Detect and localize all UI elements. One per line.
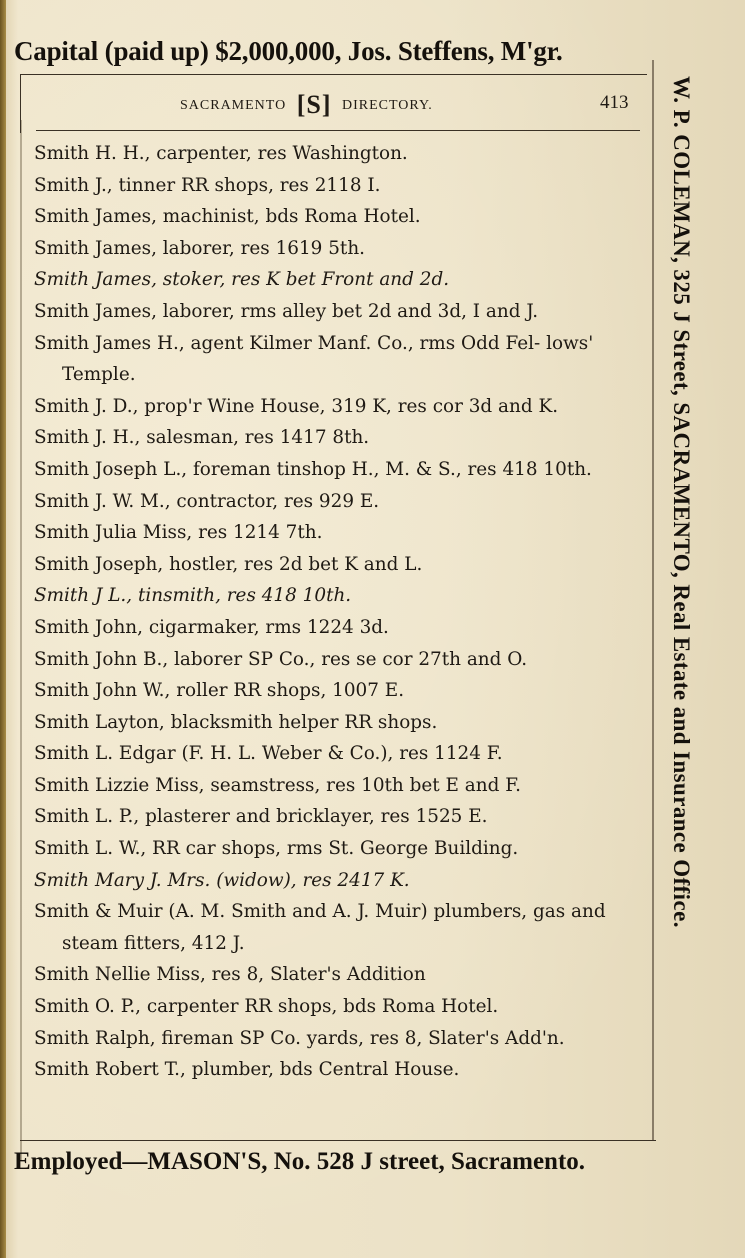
page-number: 413 — [600, 92, 629, 113]
running-head-letter: [S] — [296, 90, 332, 119]
running-head — [180, 90, 433, 120]
directory-entry: Smith J. W. M., contractor, res 929 E. — [34, 490, 380, 512]
bottom-advertisement-banner: Employed—MASON'S, No. 528 J street, Sacramento. — [14, 1148, 586, 1175]
directory-entry: Smith J. D., prop'r Wine House, 319 K, res cor 3d and K. — [34, 395, 559, 417]
directory-entry: Smith James, machinist, bds Roma Hotel. — [34, 206, 421, 228]
directory-entry: Smith J. H., salesman, res 1417 8th. — [34, 427, 370, 449]
directory-entry: Smith Joseph L., foreman tinshop H., M. & S., res 418 10th. — [34, 458, 592, 480]
header-rule — [36, 130, 640, 131]
directory-entry: Smith Lizzie Miss, seamstress, res 10th bet E and F. — [34, 774, 521, 796]
directory-entry: Smith John, cigarmaker, rms 1224 3d. — [34, 616, 389, 638]
page-edge — [0, 0, 6, 1258]
top-advertisement-banner: Capital (paid up) $2,000,000, Jos. Steffens, M'gr. — [14, 36, 563, 66]
directory-entry: Smith James, laborer, res 1619 5th. — [34, 237, 366, 259]
directory-entry: Smith Mary J. Mrs. (widow), res 2417 K. — [34, 869, 410, 891]
right-rule — [652, 60, 654, 1140]
directory-entry: Smith L. Edgar (F. H. L. Weber & Co.), res 1124 F. — [34, 743, 503, 765]
side-advertisement-banner: W. P. COLEMAN, 325 J Street, SACRAMENTO, Real Estate and Insurance Office. — [669, 76, 694, 928]
directory-entry: Smith Robert T., plumber, bds Central House. — [34, 1059, 460, 1081]
directory-entry: Smith James, laborer, rms alley bet 2d and 3d, I and J. — [34, 300, 539, 322]
directory-entry: Smith John W., roller RR shops, 1007 E. — [34, 680, 405, 702]
directory-entry: Smith John B., laborer SP Co., res se cor 27th and O. — [34, 648, 528, 670]
directory-entry: Smith Julia Miss, res 1214 7th. — [34, 522, 323, 544]
directory-entry: Smith L. W., RR car shops, rms St. George Building. — [34, 838, 519, 860]
directory-entry: Smith J., tinner RR shops, res 2118 I. — [34, 174, 381, 196]
directory-entry: Smith & Muir (A. M. Smith and A. J. Muir) plumbers, gas and steam fitters, 412 J. — [34, 901, 606, 954]
directory-entry: Smith J L., tinsmith, res 418 10th. — [34, 585, 352, 607]
directory-entry: Smith Layton, blacksmith helper RR shops. — [34, 711, 438, 733]
directory-entry: Smith L. P., plasterer and bricklayer, res 1525 E. — [34, 806, 488, 828]
directory-entry: Smith H. H., carpenter, res Washington. — [34, 143, 408, 164]
directory-entry: Smith Nellie Miss, res 8, Slater's Addition — [34, 964, 426, 986]
directory-entries — [34, 138, 646, 1086]
binding-line — [20, 120, 22, 1160]
directory-entry: Smith O. P., carpenter RR shops, bds Roma Hotel. — [34, 996, 499, 1018]
running-head-label: DIRECTORY. — [341, 98, 433, 113]
directory-entry: Smith Ralph, fireman SP Co. yards, res 8, Slater's Add'n. — [34, 1027, 565, 1049]
bottom-rule — [20, 1140, 656, 1141]
directory-entry: Smith James, stoker, res K bet Front and 2d. — [34, 269, 450, 291]
directory-entry: Smith James H., agent Kilmer Manf. Co., rms Odd Fel- lows' Temple. — [34, 332, 594, 386]
directory-entry: Smith Joseph, hostler, res 2d bet K and L. — [34, 553, 423, 575]
running-head-city: SACRAMENTO — [180, 98, 287, 113]
